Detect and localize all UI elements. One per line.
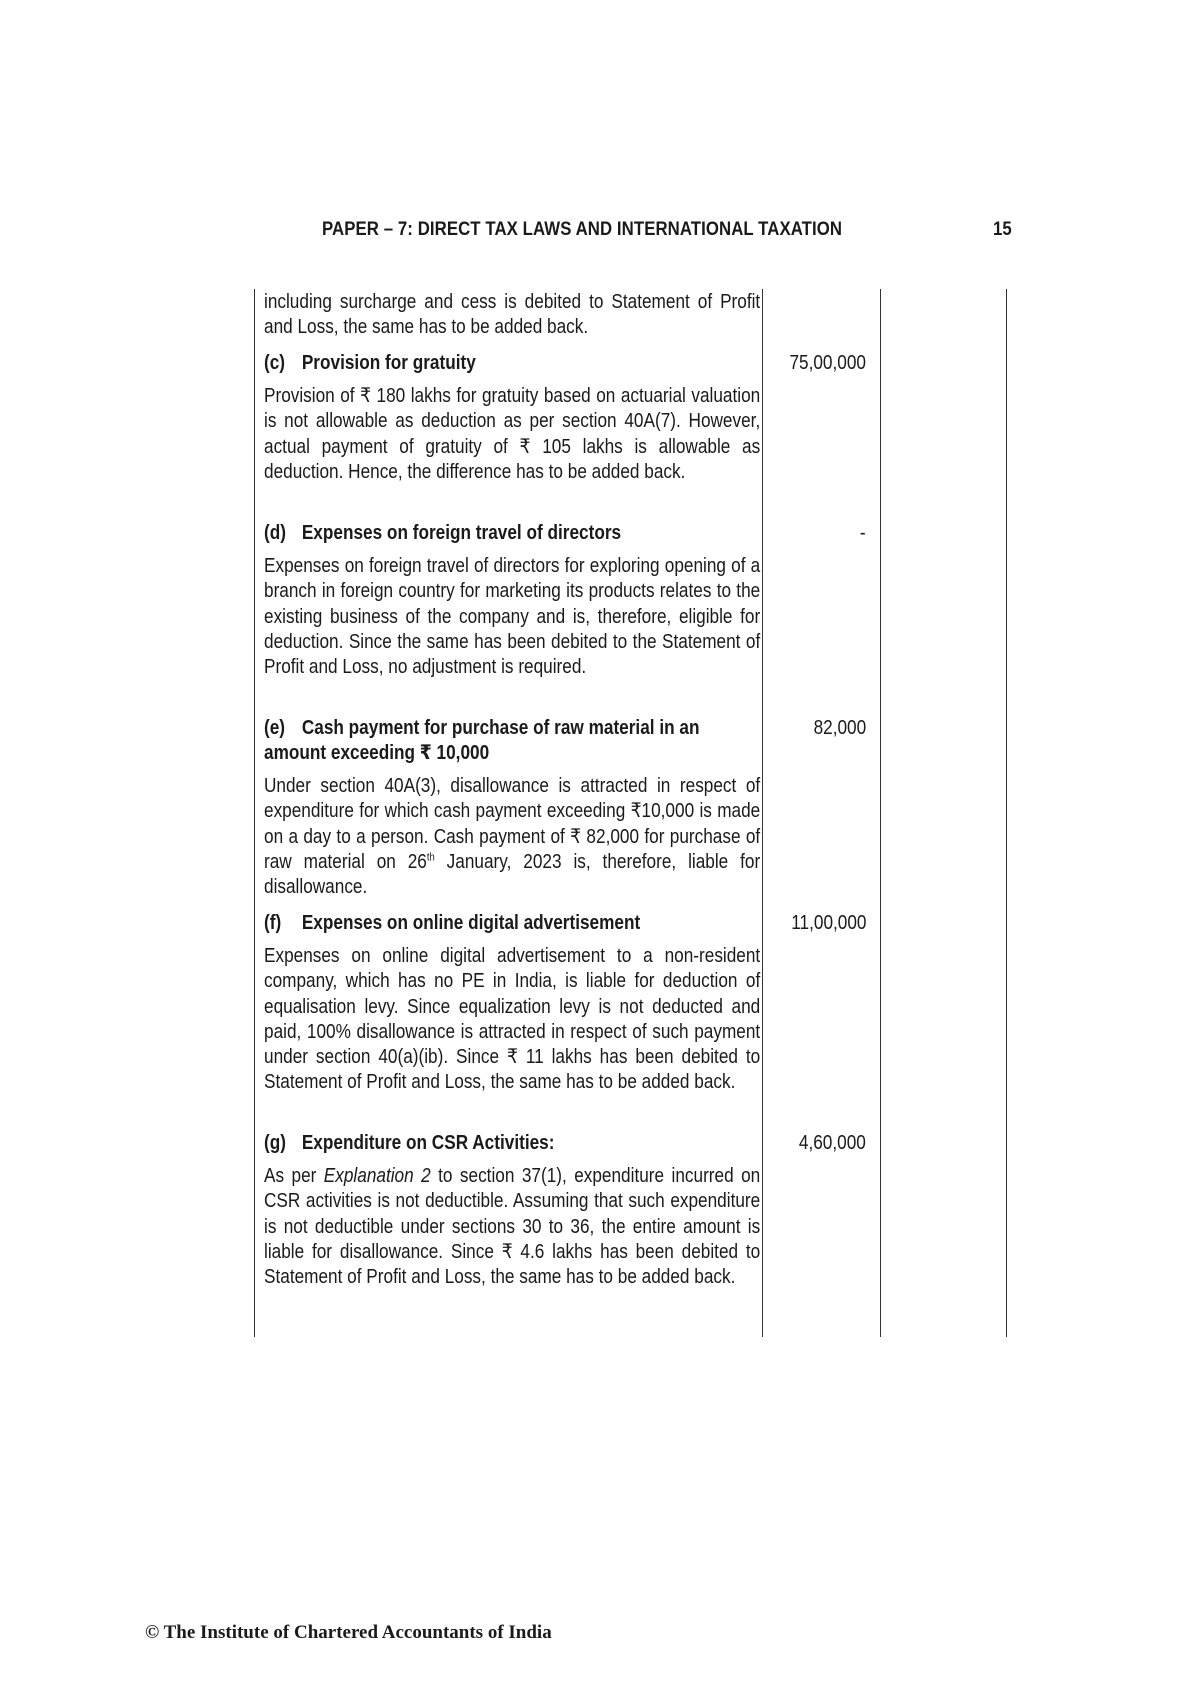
item-title: Expenses on foreign travel of directors xyxy=(301,522,622,544)
item-title: Provision for gratuity xyxy=(301,352,476,374)
item-amount: 82,000 xyxy=(813,717,866,739)
item-e xyxy=(264,716,866,904)
item-amount: 75,00,000 xyxy=(789,352,866,374)
item-body-text: Under section 40A(3), disallowance is attracted in respect of expenditure for which cash payment exceeding ₹10,000 is made on a day to a person. Cash payment of ₹ 82,000 for purchase of raw material on 26 xyxy=(264,775,761,873)
item-d xyxy=(264,521,866,709)
item-body: Provision of ₹ 180 lakhs for gratuity based on actuarial valuation is not allowable as deduction as per section 40A(7). However, actual payment of gratuity of ₹ 105 lakhs is allowable as deduction. Hence, the difference has to be added back. xyxy=(264,385,761,483)
page-title: PAPER – 7: DIRECT TAX LAWS AND INTERNATIONAL TAXATION xyxy=(322,218,843,240)
item-body: Expenses on online digital advertisement to a non-resident company, which has no PE in India, is liable for deduction of equalisation levy. Since equalization levy is not deducted and paid, 100% disallowance is attracted in respect of such payment under section 40(a)(ib). Since ₹ 11 lakhs has been debited to Statement of Profit and Loss, the same has to be added back. xyxy=(264,945,761,1094)
item-title: Expenditure on CSR Activities: xyxy=(301,1132,555,1154)
item-title: Cash payment for purchase of raw material in an amount exceeding ₹ 10,000 xyxy=(264,717,700,765)
item-body xyxy=(264,774,760,900)
table-rule-left xyxy=(254,289,255,1337)
item-body xyxy=(264,1164,760,1290)
item-amount: - xyxy=(860,522,866,544)
item-label: (c) xyxy=(264,352,286,374)
item-g xyxy=(264,1131,866,1319)
item-heading xyxy=(264,521,760,546)
intro-paragraph: including surcharge and cess is debited to Statement of Profit and Loss, the same has to be added back. xyxy=(264,291,761,339)
adjustments-table xyxy=(264,290,866,1319)
item-heading xyxy=(264,911,760,936)
copyright-footer: © The Institute of Chartered Accountants of India xyxy=(145,1622,552,1643)
ordinal-suffix: th xyxy=(426,851,435,864)
item-body-rest: to section 37(1), expenditure incurred on CSR activities is not deductible. Assuming that such expenditure is not deductible under sections 30 to 36, the entire amount is liable for disallowance. Since ₹ 4.6 lakhs has been debited to Statement of Profit and Loss, the same has to be added back. xyxy=(264,1165,761,1289)
item-label: (g) xyxy=(264,1132,286,1154)
item-label: (d) xyxy=(264,522,286,544)
page-number: 15 xyxy=(993,218,1012,240)
item-heading xyxy=(264,1131,760,1156)
item-heading xyxy=(264,716,760,767)
table-rule-right xyxy=(1006,289,1007,1337)
item-c xyxy=(264,351,866,514)
item-f xyxy=(264,911,866,1124)
item-body-text-cont: January, 2023 is, therefore, liable for disallowance. xyxy=(264,850,761,899)
item-body-prefix: As per xyxy=(264,1165,324,1187)
item-body: Expenses on foreign travel of directors for exploring opening of a branch in foreign country for marketing its products relates to the existing business of the company and is, therefore, eligible for deduction. Since the same has been debited to the Statement of Profit and Loss, no adjustment is required. xyxy=(264,555,761,679)
item-body-italic: Explanation 2 xyxy=(323,1165,431,1187)
item-label: (e) xyxy=(264,717,286,739)
table-rule-col3 xyxy=(880,289,881,1337)
item-label: (f) xyxy=(264,912,282,934)
item-heading xyxy=(264,351,760,376)
item-amount: 4,60,000 xyxy=(799,1132,866,1154)
item-amount: 11,00,000 xyxy=(790,912,866,934)
item-title: Expenses on online digital advertisement xyxy=(301,912,641,934)
